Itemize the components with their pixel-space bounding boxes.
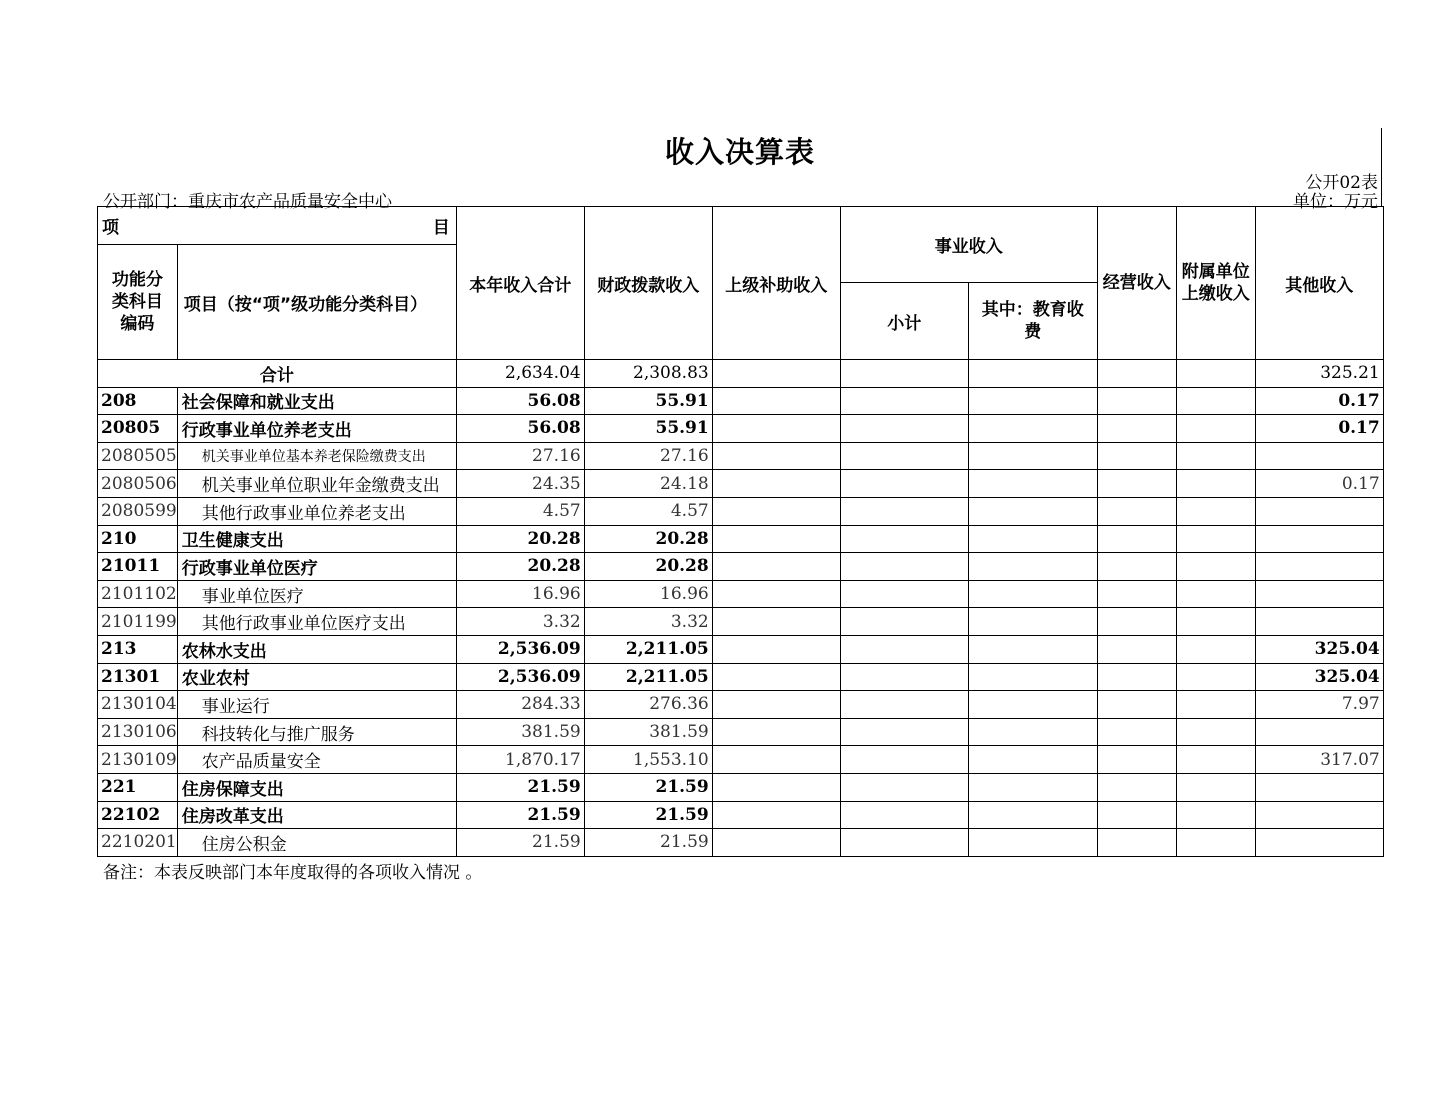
row-other-income <box>1255 442 1383 470</box>
row-code: 21011 <box>98 553 178 581</box>
row-total-income: 3.32 <box>456 608 584 636</box>
row-fiscal: 3.32 <box>584 608 712 636</box>
empty-cell <box>840 470 968 498</box>
table-row <box>98 497 1384 525</box>
total-income-value: 2,634.04 <box>456 360 584 388</box>
empty-cell <box>968 773 1097 801</box>
empty-cell <box>1176 635 1255 663</box>
row-fiscal: 381.59 <box>584 718 712 746</box>
empty-cell <box>968 608 1097 636</box>
header-superior: 上级补助收入 <box>712 207 840 360</box>
empty-cell <box>712 746 840 774</box>
empty-cell <box>840 580 968 608</box>
header-project-right: 目 <box>432 218 450 238</box>
table-row <box>98 553 1384 581</box>
empty-cell <box>1097 746 1176 774</box>
table-row <box>98 829 1384 857</box>
row-name: 卫生健康支出 <box>177 525 456 553</box>
empty-cell <box>1176 801 1255 829</box>
empty-cell <box>968 497 1097 525</box>
empty-cell <box>712 773 840 801</box>
empty-cell <box>968 691 1097 719</box>
row-code: 210 <box>98 525 178 553</box>
table-row <box>98 470 1384 498</box>
row-other-income: 0.17 <box>1255 415 1383 443</box>
row-other-income: 7.97 <box>1255 691 1383 719</box>
table-row <box>98 718 1384 746</box>
row-fiscal: 21.59 <box>584 801 712 829</box>
empty-cell <box>1176 525 1255 553</box>
row-fiscal: 55.91 <box>584 387 712 415</box>
empty-cell <box>1176 387 1255 415</box>
empty-cell <box>712 415 840 443</box>
row-total-income: 2,536.09 <box>456 663 584 691</box>
row-other-income <box>1255 580 1383 608</box>
row-code: 221 <box>98 773 178 801</box>
row-name: 行政事业单位医疗 <box>177 553 456 581</box>
empty-cell <box>1176 442 1255 470</box>
empty-cell <box>1176 470 1255 498</box>
row-code: 2080599 <box>98 497 178 525</box>
empty-cell <box>712 663 840 691</box>
empty-cell <box>1097 829 1176 857</box>
empty-cell <box>840 801 968 829</box>
row-other-income <box>1255 829 1383 857</box>
empty-cell <box>712 608 840 636</box>
row-code: 2210201 <box>98 829 178 857</box>
empty-cell <box>712 718 840 746</box>
row-total-income: 27.16 <box>456 442 584 470</box>
empty-cell <box>968 470 1097 498</box>
total-fiscal-value: 2,308.83 <box>584 360 712 388</box>
empty-cell <box>1097 387 1176 415</box>
row-name: 事业单位医疗 <box>177 580 456 608</box>
empty-cell <box>840 387 968 415</box>
row-name: 事业运行 <box>177 691 456 719</box>
empty-cell <box>840 360 968 388</box>
empty-cell <box>712 580 840 608</box>
total-row <box>98 360 1384 388</box>
row-name: 农业农村 <box>177 663 456 691</box>
row-name: 机关事业单位基本养老保险缴费支出 <box>177 442 456 470</box>
row-fiscal: 2,211.05 <box>584 635 712 663</box>
table-row <box>98 608 1384 636</box>
row-fiscal: 21.59 <box>584 829 712 857</box>
row-code: 213 <box>98 635 178 663</box>
empty-cell <box>968 442 1097 470</box>
empty-cell <box>712 553 840 581</box>
empty-cell <box>1097 718 1176 746</box>
row-fiscal: 276.36 <box>584 691 712 719</box>
header-name: 项目（按“项”级功能分类科目） <box>177 245 456 360</box>
row-name: 住房改革支出 <box>177 801 456 829</box>
empty-cell <box>1176 553 1255 581</box>
empty-cell <box>1176 415 1255 443</box>
table-row <box>98 580 1384 608</box>
empty-cell <box>968 718 1097 746</box>
row-total-income: 56.08 <box>456 387 584 415</box>
row-other-income <box>1255 608 1383 636</box>
empty-cell <box>840 525 968 553</box>
row-name: 住房保障支出 <box>177 773 456 801</box>
row-code: 2101199 <box>98 608 178 636</box>
table-row <box>98 773 1384 801</box>
row-other-income <box>1255 801 1383 829</box>
total-label: 合计 <box>98 360 457 388</box>
empty-cell <box>1176 773 1255 801</box>
empty-cell <box>840 691 968 719</box>
empty-cell <box>968 525 1097 553</box>
row-code: 2130104 <box>98 691 178 719</box>
empty-cell <box>840 442 968 470</box>
department-label: 公开部门：重庆市农产品质量安全中心 <box>103 192 392 212</box>
empty-cell <box>840 663 968 691</box>
empty-cell <box>968 829 1097 857</box>
row-other-income: 0.17 <box>1255 387 1383 415</box>
table-body <box>98 387 1384 856</box>
row-code: 208 <box>98 387 178 415</box>
row-total-income: 16.96 <box>456 580 584 608</box>
empty-cell <box>712 470 840 498</box>
empty-cell <box>1097 360 1176 388</box>
row-fiscal: 55.91 <box>584 415 712 443</box>
empty-cell <box>712 360 840 388</box>
empty-cell <box>712 829 840 857</box>
row-fiscal: 21.59 <box>584 773 712 801</box>
empty-cell <box>840 497 968 525</box>
row-code: 2080505 <box>98 442 178 470</box>
header-operating: 经营收入 <box>1097 207 1176 360</box>
empty-cell <box>1097 497 1176 525</box>
row-code: 22102 <box>98 801 178 829</box>
empty-cell <box>840 746 968 774</box>
row-other-income: 317.07 <box>1255 746 1383 774</box>
table-row <box>98 801 1384 829</box>
header-project <box>98 207 457 245</box>
empty-cell <box>1097 801 1176 829</box>
row-name: 社会保障和就业支出 <box>177 387 456 415</box>
empty-cell <box>712 691 840 719</box>
empty-cell <box>1097 525 1176 553</box>
empty-cell <box>840 553 968 581</box>
empty-cell <box>1097 442 1176 470</box>
row-fiscal: 27.16 <box>584 442 712 470</box>
row-fiscal: 4.57 <box>584 497 712 525</box>
row-code: 2130106 <box>98 718 178 746</box>
header-subtotal: 小计 <box>840 283 968 360</box>
row-total-income: 2,536.09 <box>456 635 584 663</box>
empty-cell <box>712 442 840 470</box>
empty-cell <box>968 553 1097 581</box>
row-total-income: 4.57 <box>456 497 584 525</box>
empty-cell <box>840 773 968 801</box>
empty-cell <box>968 663 1097 691</box>
page-title: 收入决算表 <box>664 135 815 169</box>
empty-cell <box>1176 497 1255 525</box>
empty-cell <box>1176 608 1255 636</box>
header-other: 其他收入 <box>1255 207 1383 360</box>
row-code: 2080506 <box>98 470 178 498</box>
form-number: 公开02表 <box>1305 173 1378 193</box>
header-business: 事业收入 <box>840 207 1097 283</box>
empty-cell <box>1097 415 1176 443</box>
header-fiscal: 财政拨款收入 <box>584 207 712 360</box>
empty-cell <box>968 635 1097 663</box>
row-code: 21301 <box>98 663 178 691</box>
empty-cell <box>1176 829 1255 857</box>
empty-cell <box>840 635 968 663</box>
empty-cell <box>712 801 840 829</box>
table-row <box>98 635 1384 663</box>
row-total-income: 56.08 <box>456 415 584 443</box>
empty-cell <box>712 635 840 663</box>
footnote: 备注：本表反映部门本年度取得的各项收入情况 。 <box>103 863 483 883</box>
row-total-income: 20.28 <box>456 525 584 553</box>
row-total-income: 1,870.17 <box>456 746 584 774</box>
row-code: 2101102 <box>98 580 178 608</box>
empty-cell <box>1176 663 1255 691</box>
row-other-income: 325.04 <box>1255 663 1383 691</box>
empty-cell <box>1176 746 1255 774</box>
row-other-income <box>1255 525 1383 553</box>
row-name: 其他行政事业单位医疗支出 <box>177 608 456 636</box>
row-other-income: 0.17 <box>1255 470 1383 498</box>
table-row <box>98 525 1384 553</box>
empty-cell <box>1097 635 1176 663</box>
row-other-income <box>1255 497 1383 525</box>
header-total-income: 本年收入合计 <box>456 207 584 360</box>
row-name: 行政事业单位养老支出 <box>177 415 456 443</box>
row-name: 农林水支出 <box>177 635 456 663</box>
row-fiscal: 20.28 <box>584 525 712 553</box>
empty-cell <box>712 525 840 553</box>
row-fiscal: 1,553.10 <box>584 746 712 774</box>
row-code: 20805 <box>98 415 178 443</box>
empty-cell <box>1097 580 1176 608</box>
row-total-income: 24.35 <box>456 470 584 498</box>
row-name: 农产品质量安全 <box>177 746 456 774</box>
table-row <box>98 663 1384 691</box>
table-row <box>98 691 1384 719</box>
empty-cell <box>968 746 1097 774</box>
header-project-left: 项 <box>102 218 119 238</box>
empty-cell <box>968 801 1097 829</box>
empty-cell <box>968 415 1097 443</box>
empty-cell <box>1097 691 1176 719</box>
row-name: 其他行政事业单位养老支出 <box>177 497 456 525</box>
empty-cell <box>840 415 968 443</box>
empty-cell <box>968 387 1097 415</box>
row-name: 机关事业单位职业年金缴费支出 <box>177 470 456 498</box>
row-other-income: 325.04 <box>1255 635 1383 663</box>
empty-cell <box>1176 718 1255 746</box>
row-total-income: 21.59 <box>456 801 584 829</box>
row-total-income: 284.33 <box>456 691 584 719</box>
empty-cell <box>840 829 968 857</box>
header-code: 功能分类科目编码 <box>98 245 178 360</box>
row-total-income: 381.59 <box>456 718 584 746</box>
empty-cell <box>1097 608 1176 636</box>
empty-cell <box>840 718 968 746</box>
row-total-income: 20.28 <box>456 553 584 581</box>
empty-cell <box>1097 553 1176 581</box>
empty-cell <box>840 608 968 636</box>
row-code: 2130109 <box>98 746 178 774</box>
empty-cell <box>712 497 840 525</box>
row-fiscal: 16.96 <box>584 580 712 608</box>
row-fiscal: 20.28 <box>584 553 712 581</box>
total-other-value: 325.21 <box>1255 360 1383 388</box>
income-table <box>97 206 1384 857</box>
header-education: 其中：教育收费 <box>968 283 1097 360</box>
header-affiliated: 附属单位上缴收入 <box>1176 207 1255 360</box>
empty-cell <box>1097 470 1176 498</box>
row-total-income: 21.59 <box>456 829 584 857</box>
row-fiscal: 2,211.05 <box>584 663 712 691</box>
empty-cell <box>1176 691 1255 719</box>
empty-cell <box>1176 360 1255 388</box>
row-other-income <box>1255 773 1383 801</box>
empty-cell <box>712 387 840 415</box>
empty-cell <box>1097 773 1176 801</box>
empty-cell <box>1176 580 1255 608</box>
table-row <box>98 415 1384 443</box>
row-total-income: 21.59 <box>456 773 584 801</box>
table-row <box>98 746 1384 774</box>
row-name: 住房公积金 <box>177 829 456 857</box>
empty-cell <box>1097 663 1176 691</box>
empty-cell <box>968 580 1097 608</box>
row-name: 科技转化与推广服务 <box>177 718 456 746</box>
unit-label: 单位：万元 <box>1293 192 1378 212</box>
row-fiscal: 24.18 <box>584 470 712 498</box>
table-row <box>98 442 1384 470</box>
row-other-income <box>1255 553 1383 581</box>
table-row <box>98 387 1384 415</box>
row-other-income <box>1255 718 1383 746</box>
empty-cell <box>968 360 1097 388</box>
